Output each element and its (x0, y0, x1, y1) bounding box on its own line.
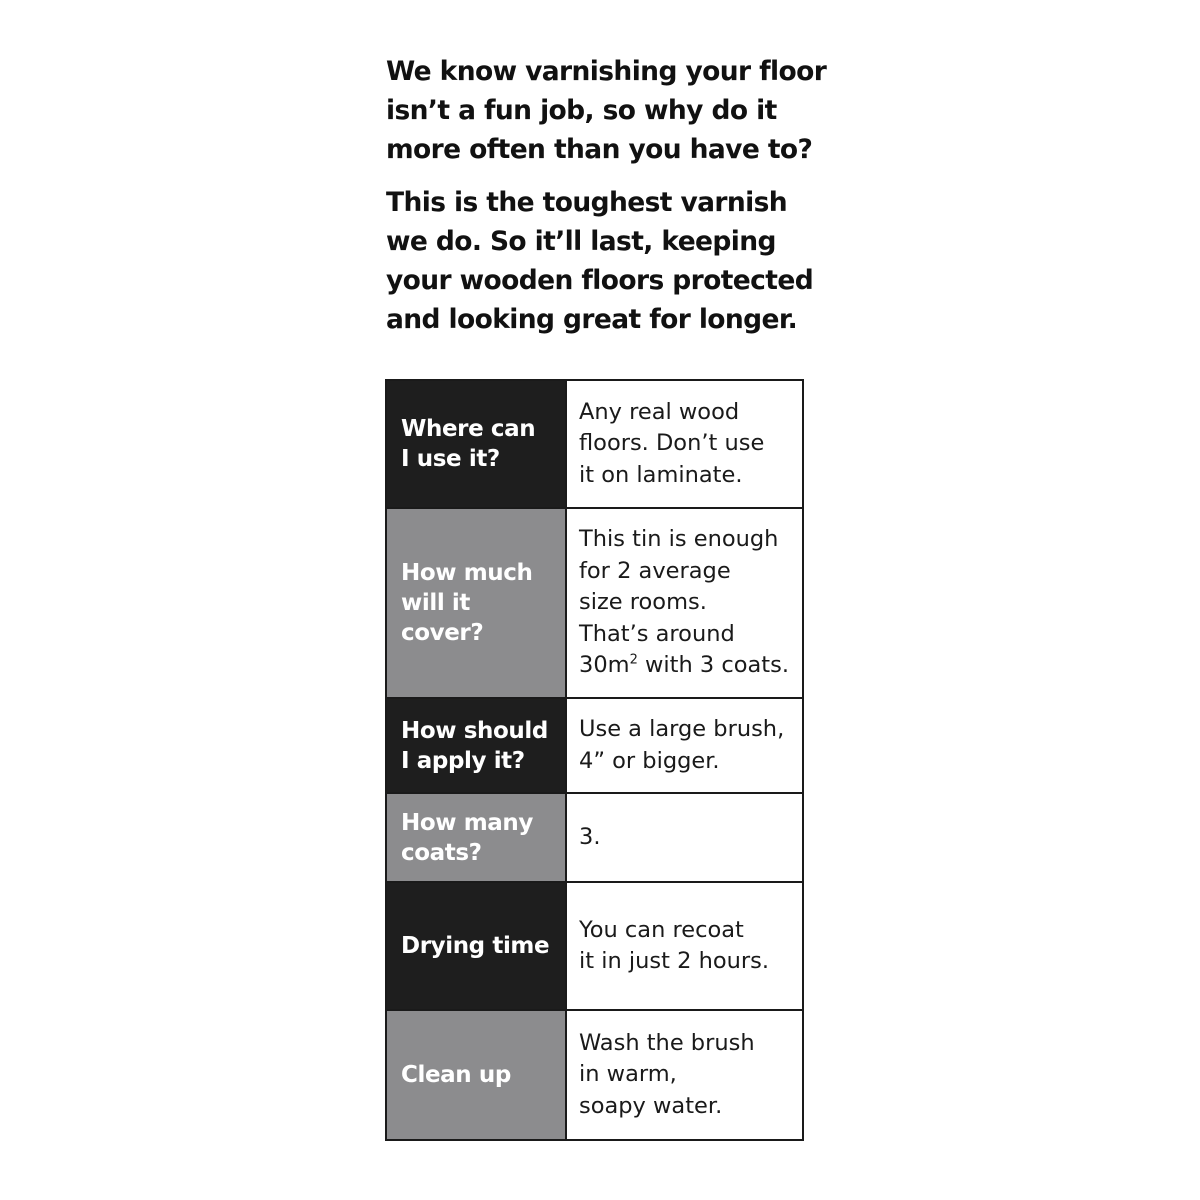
question-cell: How should I apply it? (387, 699, 567, 792)
table-row-where (387, 381, 802, 509)
table-row-apply (387, 699, 802, 794)
question-cell: How much will it cover? (387, 509, 567, 697)
answer-cell: Wash the brush in warm, soapy water. (567, 1011, 802, 1139)
answer-cell: Any real wood floors. Don’t use it on laminate. (567, 381, 802, 507)
answer-cell: Use a large brush, 4” or bigger. (567, 699, 802, 792)
question-cell: Drying time (387, 883, 567, 1009)
question-cell: Clean up (387, 1011, 567, 1139)
answer-cell: 3. (567, 794, 802, 881)
coats-text: with 3 coats. (637, 652, 789, 679)
table-row-coverage (387, 509, 802, 699)
intro-paragraph-1: We know varnishing your floor isn’t a fun job, so why do it more often than you have to? (386, 56, 827, 165)
coverage-lines: This tin is enough for 2 average size rooms. That’s around (579, 526, 779, 647)
coverage-area (579, 652, 789, 678)
intro-paragraph-2: This is the toughest varnish we do. So it’ll last, keeping your wooden floors protected and looking great for longer. (386, 187, 814, 335)
intro-text (386, 52, 836, 353)
table-row-coats (387, 794, 802, 883)
area-value: 30m (579, 652, 630, 679)
table-row-drying (387, 883, 802, 1011)
answer-cell (567, 509, 802, 697)
coverage-answer (579, 524, 789, 682)
table-row-cleanup (387, 1011, 802, 1139)
question-cell: Where can I use it? (387, 381, 567, 507)
answer-cell: You can recoat it in just 2 hours. (567, 883, 802, 1009)
area-superscript: 2 (629, 652, 638, 668)
question-cell: How many coats? (387, 794, 567, 881)
info-table (385, 379, 804, 1141)
